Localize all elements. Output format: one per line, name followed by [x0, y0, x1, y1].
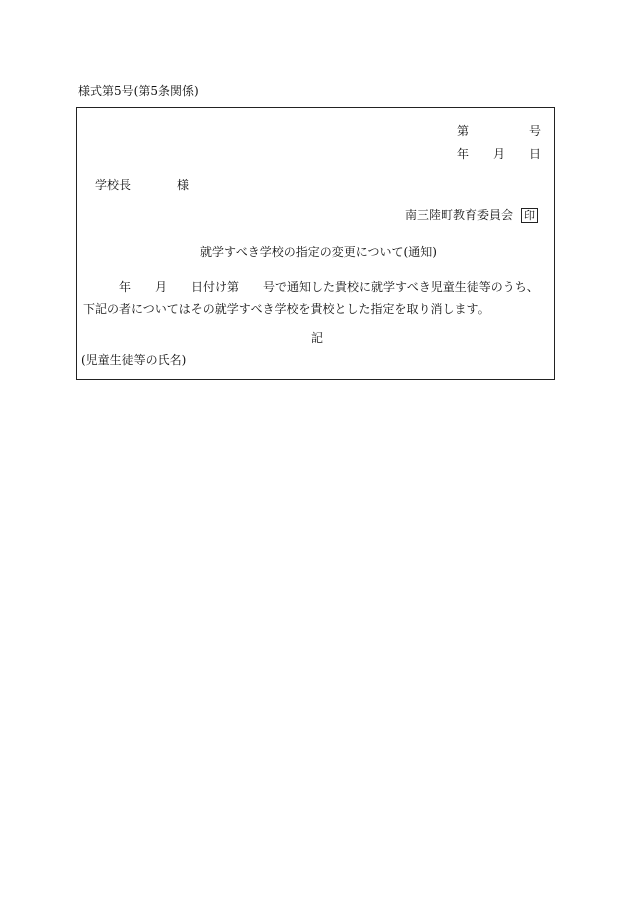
number-prefix: 第	[457, 124, 470, 138]
student-name-label: (児童生徒等の氏名)	[81, 353, 187, 367]
issuer-line	[405, 208, 538, 223]
notice-frame	[76, 107, 555, 380]
number-suffix: 号	[529, 124, 542, 138]
notice-body: 年 月 日付け第 号で通知した貴校に就学すべき児童生徒等のうち、下記の者についてはその就学すべき学校を貴校とした指定を取り消します。	[83, 280, 539, 316]
date-month: 月	[493, 147, 506, 161]
form-number-label: 様式第5号(第5条関係)	[78, 84, 199, 98]
addressee-honorific: 様	[177, 178, 190, 192]
ki-marker: 記	[311, 331, 324, 345]
date-year: 年	[457, 147, 470, 161]
notice-title: 就学すべき学校の指定の変更について(通知)	[200, 245, 437, 259]
date-day: 日	[529, 147, 542, 161]
addressee: 学校長	[95, 178, 132, 192]
issuer-name: 南三陸町教育委員会	[404, 208, 513, 222]
seal-stamp: 印	[521, 208, 538, 223]
